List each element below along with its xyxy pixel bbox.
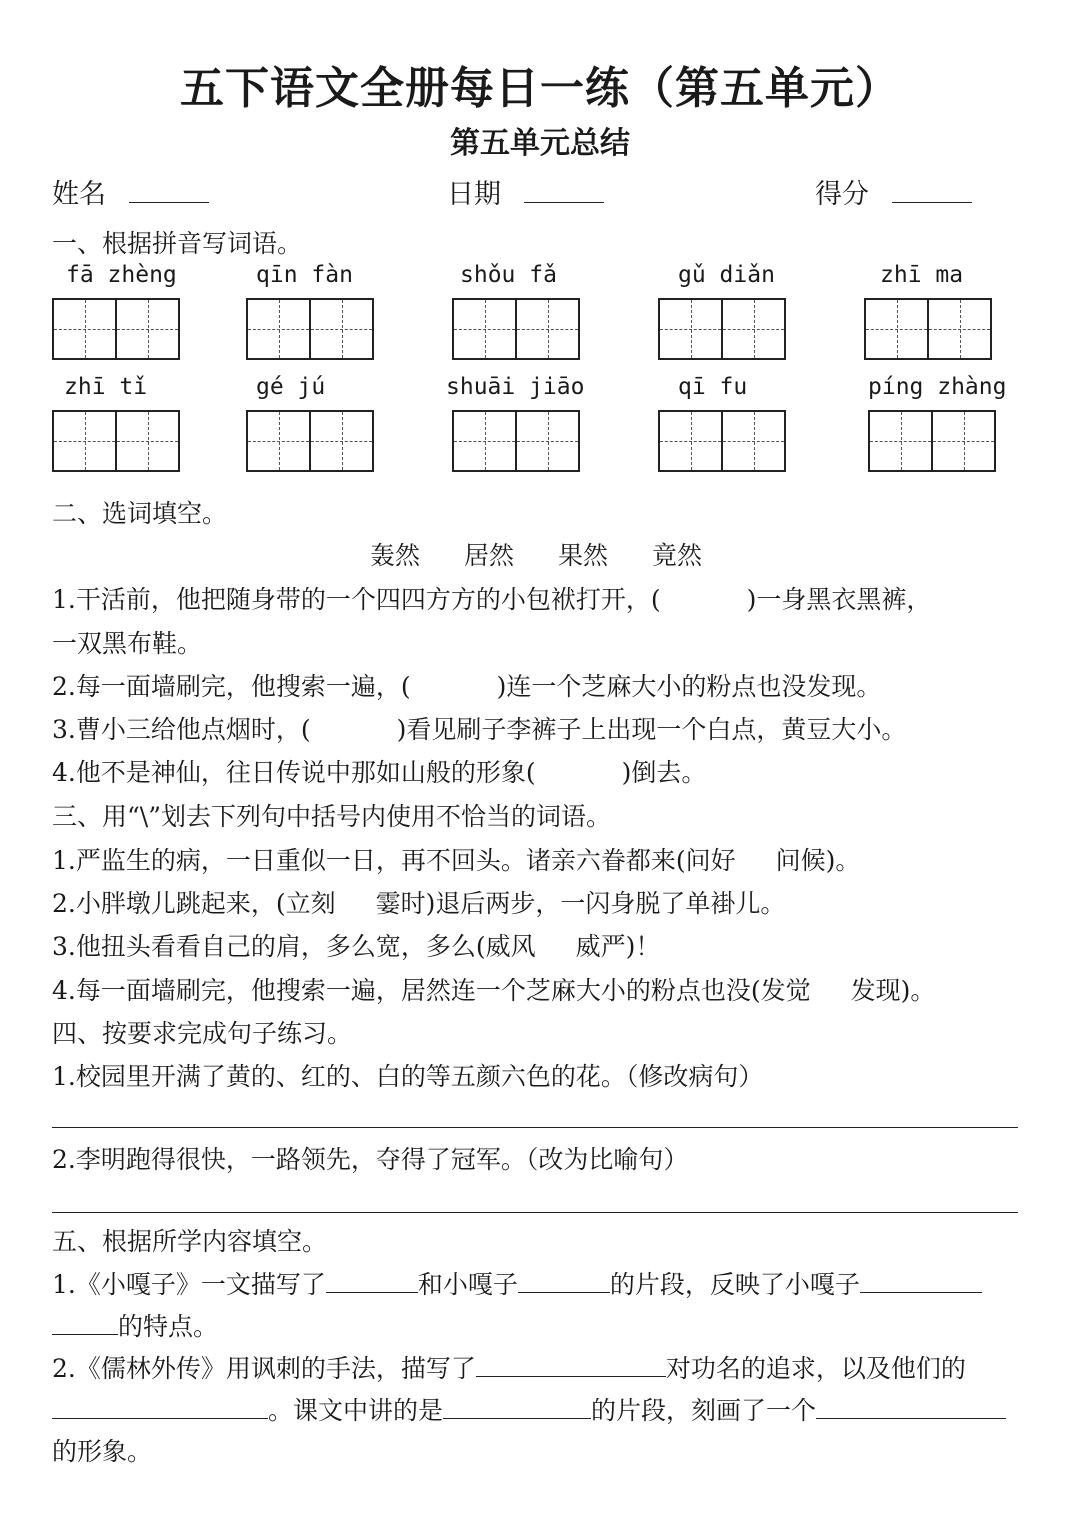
date-label: 日期 [447, 179, 501, 210]
word-option: 竟然 [652, 541, 703, 570]
pinyin-label: qī fu [678, 374, 748, 400]
question-line: 的特点。 [52, 1310, 218, 1343]
section5-heading: 五、根据所学内容填空。 [52, 1227, 328, 1256]
tianzige-grid[interactable] [52, 298, 180, 360]
question-line: 4.每一面墙刷完，他搜索一遍，居然连一个芝麻大小的粉点也没(发觉 发现)。 [52, 976, 936, 1005]
question-line: 1.严监生的病，一日重似一日，再不回头。诸亲六眷都来(问好 问候)。 [52, 846, 861, 875]
tianzige-grid[interactable] [868, 410, 996, 472]
pinyin-label: gǔ diǎn [678, 262, 775, 288]
answer-blank[interactable] [816, 1394, 1006, 1419]
tianzige-grid[interactable] [658, 298, 786, 360]
name-field [52, 178, 209, 211]
tianzige-grid[interactable] [452, 410, 580, 472]
question-line: 2.《儒林外传》用讽刺的手法，描写了 对功名的追求，以及他们的 [52, 1354, 966, 1383]
question-line: 2.李明跑得很快，一路领先，夺得了冠军。（改为比喻句） [52, 1145, 689, 1174]
question-line: 2.每一面墙刷完，他搜索一遍，( )连一个芝麻大小的粉点也没发现。 [52, 672, 882, 701]
name-label: 姓名 [52, 179, 106, 210]
score-label: 得分 [815, 179, 869, 210]
answer-blank[interactable] [52, 1310, 118, 1335]
score-field [815, 178, 972, 211]
section3-heading: 三、用“\”划去下列句中括号内使用不恰当的词语。 [52, 802, 611, 831]
answer-line[interactable] [52, 1127, 1018, 1128]
answer-blank[interactable] [326, 1268, 418, 1293]
tianzige-grid[interactable] [246, 410, 374, 472]
question-line: 。课文中讲的是 的片段，刻画了一个 [52, 1394, 1006, 1427]
pinyin-label: shǒu fǎ [460, 262, 557, 288]
answer-line[interactable] [52, 1212, 1018, 1213]
tianzige-grid[interactable] [52, 410, 180, 472]
tianzige-grid[interactable] [864, 298, 992, 360]
name-blank[interactable] [129, 178, 209, 203]
question-line: 1.干活前，他把随身带的一个四四方方的小包袱打开，( )一身黑衣黑裤， [52, 585, 932, 614]
pinyin-label: qīn fàn [256, 262, 353, 288]
question-line: 一双黑布鞋。 [52, 629, 203, 658]
question-line: 2.小胖墩儿跳起来，(立刻 霎时)退后两步，一闪身脱了单褂儿。 [52, 889, 786, 918]
question-line: 1.校园里开满了黄的、红的、白的等五颜六色的花。（修改病句） [52, 1062, 764, 1091]
date-blank[interactable] [524, 178, 604, 203]
pinyin-label: zhī ma [880, 262, 964, 288]
question-line: 1.《小嘎子》一文描写了 和小嘎子 的片段，反映了小嘎子 [52, 1268, 982, 1301]
question-line: 3.曹小三给他点烟时，( )看见刷子李裤子上出现一个白点，黄豆大小。 [52, 715, 907, 744]
answer-blank[interactable] [52, 1394, 268, 1419]
word-option: 轰然 [370, 541, 421, 570]
question-line: 4.他不是神仙，往日传说中那如山般的形象( )倒去。 [52, 758, 707, 787]
pinyin-label: gé jú [256, 374, 326, 400]
section1-heading: 一、根据拼音写词语。 [52, 229, 303, 258]
tianzige-grid[interactable] [246, 298, 374, 360]
answer-blank[interactable] [443, 1394, 591, 1419]
date-field [447, 178, 604, 211]
pinyin-label: zhī tǐ [64, 374, 148, 400]
tianzige-grid[interactable] [658, 410, 786, 472]
score-blank[interactable] [892, 178, 972, 203]
word-option: 居然 [464, 541, 515, 570]
pinyin-label: shuāi jiāo [446, 374, 585, 400]
section2-heading: 二、选词填空。 [52, 499, 228, 528]
page-subtitle: 第五单元总结 [450, 126, 630, 161]
word-option: 果然 [558, 541, 609, 570]
pinyin-label: píng zhàng [868, 374, 1007, 400]
answer-blank[interactable] [518, 1268, 610, 1293]
tianzige-grid[interactable] [452, 298, 580, 360]
word-bank [370, 540, 702, 572]
answer-blank[interactable] [476, 1352, 666, 1377]
page-title: 五下语文全册每日一练（第五单元） [180, 63, 900, 114]
section4-heading: 四、按要求完成句子练习。 [52, 1019, 353, 1048]
pinyin-label: fā zhèng [66, 262, 177, 288]
question-line: 的形象。 [52, 1437, 153, 1466]
question-line: 3.他扭头看看自己的肩，多么宽，多么(威风 威严)！ [52, 932, 661, 961]
answer-blank[interactable] [860, 1268, 982, 1293]
